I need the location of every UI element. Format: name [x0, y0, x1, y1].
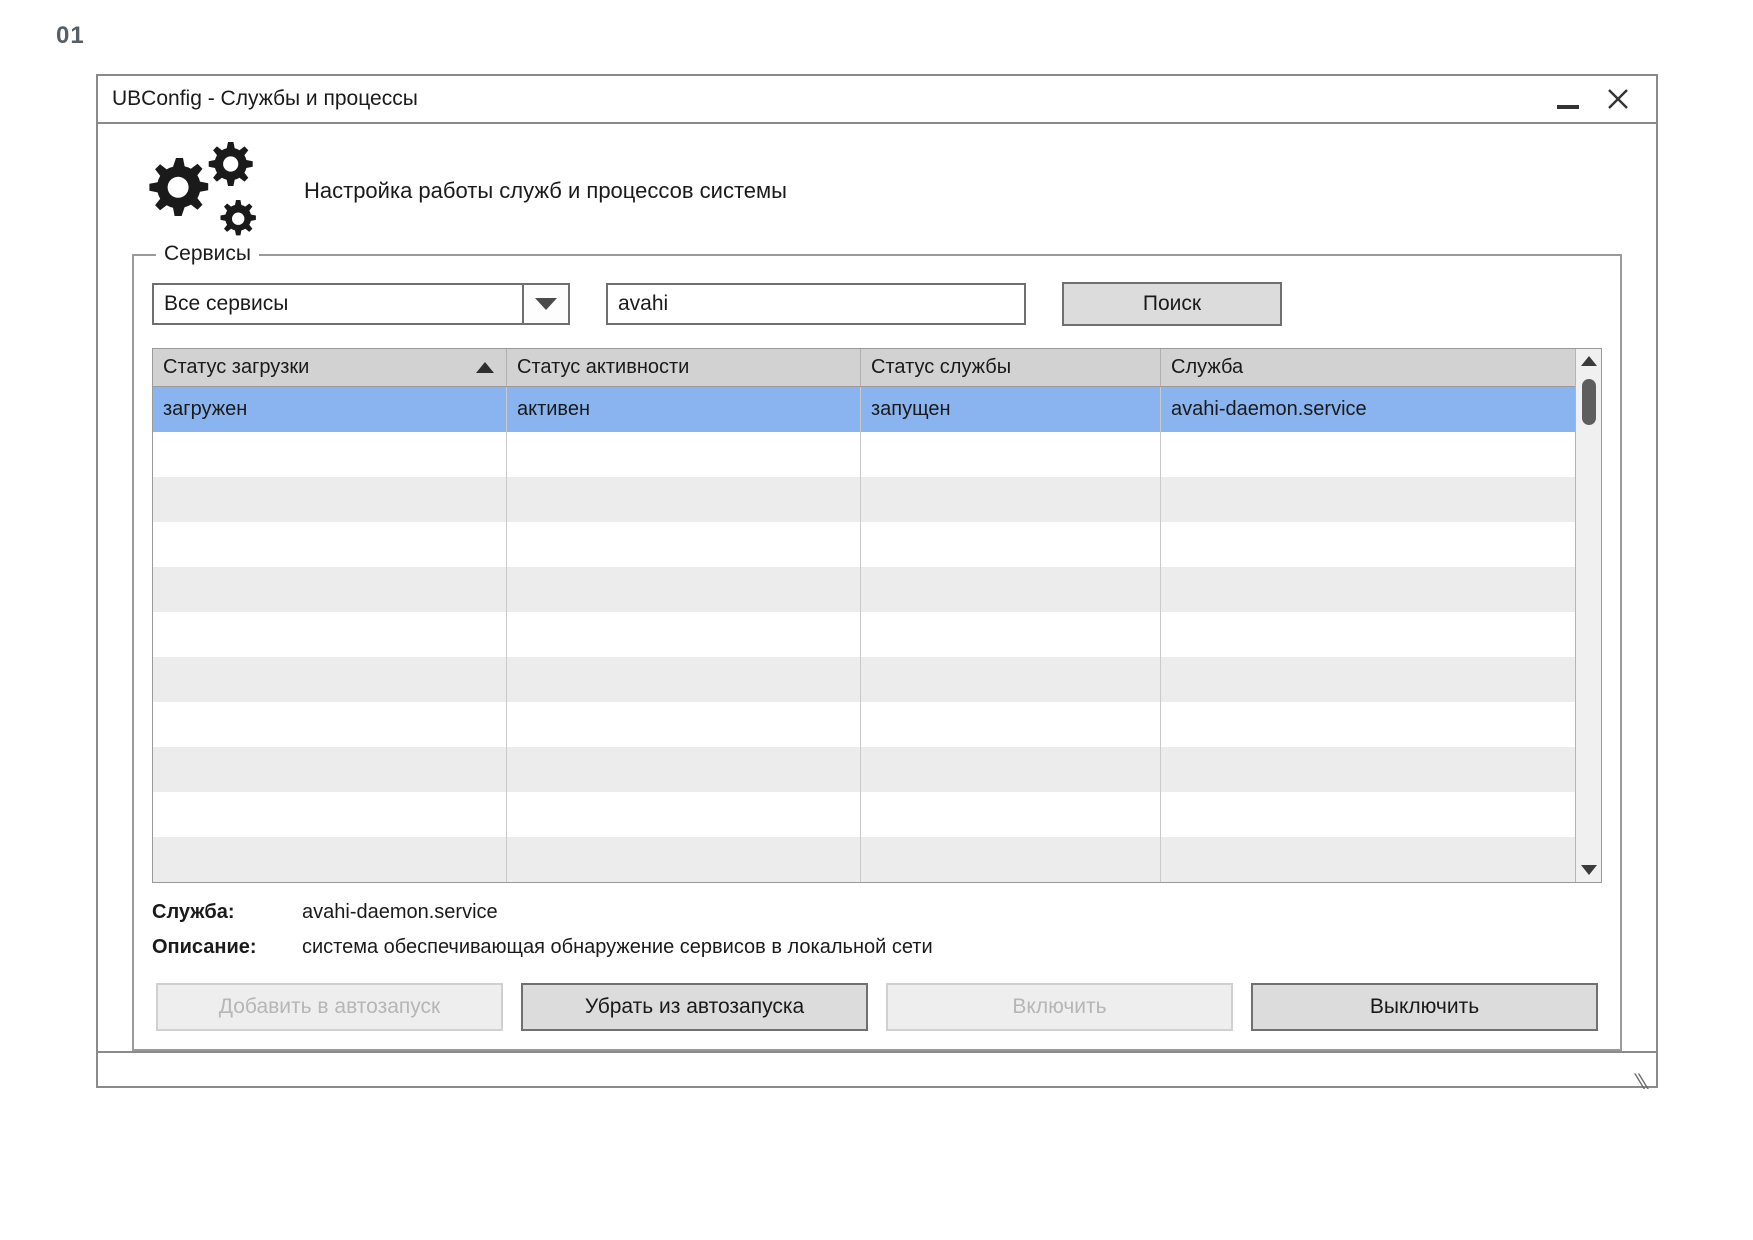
table-row[interactable]	[153, 792, 1601, 837]
cell-service-status: запущен	[861, 387, 1161, 432]
cell-service-status	[861, 837, 1161, 882]
cell-active-status	[507, 792, 861, 837]
column-header-active-status-label: Статус активности	[517, 356, 690, 378]
column-header-service-label: Служба	[1171, 356, 1244, 378]
table-body	[153, 387, 1601, 882]
cell-service-name	[1161, 477, 1601, 522]
search-button[interactable]: Поиск	[1062, 282, 1282, 326]
table-row[interactable]	[153, 432, 1601, 477]
cell-service-status	[861, 747, 1161, 792]
column-header-load-status[interactable]	[153, 349, 507, 386]
cell-service-name	[1161, 747, 1601, 792]
cell-service-name	[1161, 567, 1601, 612]
chevron-down-icon[interactable]	[522, 285, 568, 323]
cell-service-status	[861, 567, 1161, 612]
cell-load-status	[153, 792, 507, 837]
cell-load-status	[153, 747, 507, 792]
add-to-autostart-button[interactable]: Добавить в автозапуск	[156, 983, 503, 1031]
cell-service-status	[861, 522, 1161, 567]
cell-load-status	[153, 477, 507, 522]
title-bar	[98, 76, 1656, 124]
detail-description-row	[152, 936, 1602, 959]
gears-glyph	[132, 136, 268, 246]
window-body	[98, 124, 1656, 1103]
services-group	[132, 242, 1622, 1051]
cell-load-status	[153, 837, 507, 882]
cell-active-status	[507, 702, 861, 747]
header-row	[98, 124, 1656, 244]
cell-service-status	[861, 792, 1161, 837]
window-title: UBConfig - Службы и процессы	[112, 87, 418, 110]
filters-row	[152, 282, 1602, 326]
cell-active-status: активен	[507, 387, 861, 432]
scroll-down-arrow-icon[interactable]	[1576, 858, 1601, 882]
cell-active-status	[507, 747, 861, 792]
remove-from-autostart-button[interactable]: Убрать из автозапуска	[521, 983, 868, 1031]
cell-service-status	[861, 477, 1161, 522]
cell-load-status	[153, 522, 507, 567]
cell-active-status	[507, 657, 861, 702]
cell-active-status	[507, 432, 861, 477]
gears-icon	[132, 136, 268, 246]
cell-service-status	[861, 432, 1161, 477]
scroll-up-arrow-icon[interactable]	[1576, 349, 1601, 373]
app-window	[96, 74, 1658, 1094]
column-header-load-status-label: Статус загрузки	[163, 356, 310, 378]
disable-button[interactable]: Выключить	[1251, 983, 1598, 1031]
detail-service-label: Служба:	[152, 901, 235, 923]
minimize-glyph	[1555, 103, 1581, 111]
table-scrollbar[interactable]	[1575, 349, 1601, 882]
service-filter-value: Все сервисы	[164, 292, 289, 315]
cell-load-status	[153, 657, 507, 702]
cell-service-name	[1161, 657, 1601, 702]
cell-load-status	[153, 567, 507, 612]
resize-grip-icon[interactable]: ⁄⁄	[1636, 1069, 1644, 1094]
enable-button[interactable]: Включить	[886, 983, 1233, 1031]
table-row[interactable]	[153, 387, 1601, 432]
service-details	[152, 901, 1602, 971]
cell-active-status	[507, 612, 861, 657]
cell-service-status	[861, 657, 1161, 702]
services-table	[152, 348, 1602, 883]
service-filter-combo[interactable]	[152, 283, 570, 325]
column-header-service-status[interactable]	[861, 349, 1161, 386]
column-header-service-status-label: Статус службы	[871, 356, 1012, 378]
table-row[interactable]	[153, 747, 1601, 792]
cell-active-status	[507, 567, 861, 612]
table-row[interactable]	[153, 477, 1601, 522]
cell-service-name	[1161, 522, 1601, 567]
column-header-active-status[interactable]	[507, 349, 861, 386]
table-row[interactable]	[153, 522, 1601, 567]
cell-service-name	[1161, 612, 1601, 657]
cell-service-name	[1161, 432, 1601, 477]
minimize-icon[interactable]	[1546, 81, 1590, 117]
page-label: 01	[56, 22, 85, 49]
close-glyph	[1606, 87, 1630, 111]
close-icon[interactable]	[1596, 81, 1640, 117]
column-header-service[interactable]	[1161, 349, 1601, 386]
services-group-legend: Сервисы	[156, 242, 259, 266]
table-row[interactable]	[153, 702, 1601, 747]
cell-load-status	[153, 432, 507, 477]
table-header-row	[153, 349, 1601, 387]
chevron-down-glyph	[535, 298, 557, 310]
table-row[interactable]	[153, 837, 1601, 882]
table-row[interactable]	[153, 567, 1601, 612]
cell-service-name	[1161, 792, 1601, 837]
cell-active-status	[507, 522, 861, 567]
status-bar	[98, 1051, 1656, 1103]
scrollbar-track[interactable]	[1576, 373, 1601, 858]
table-row[interactable]	[153, 612, 1601, 657]
cell-service-name	[1161, 702, 1601, 747]
detail-service-value: avahi-daemon.service	[302, 901, 498, 923]
cell-load-status: загружен	[153, 387, 507, 432]
detail-service-row	[152, 901, 1602, 924]
window-controls	[1546, 81, 1656, 117]
detail-description-label: Описание:	[152, 936, 257, 958]
scroll-up-glyph	[1581, 356, 1597, 366]
cell-load-status	[153, 702, 507, 747]
sort-ascending-icon	[476, 362, 494, 373]
cell-active-status	[507, 477, 861, 522]
detail-description-value: система обеспечивающая обнаружение сервисов в локальной сети	[302, 936, 933, 958]
search-input[interactable]	[606, 283, 1026, 325]
cell-service-name: avahi-daemon.service	[1171, 398, 1367, 420]
scrollbar-thumb[interactable]	[1582, 379, 1596, 425]
cell-active-status	[507, 837, 861, 882]
table-row[interactable]	[153, 657, 1601, 702]
cell-load-status	[153, 612, 507, 657]
cell-service-name	[1161, 837, 1601, 882]
cell-service-status	[861, 612, 1161, 657]
action-buttons	[152, 983, 1602, 1031]
cell-service-status	[861, 702, 1161, 747]
scroll-down-glyph	[1581, 865, 1597, 875]
header-caption: Настройка работы служб и процессов системы	[304, 178, 787, 203]
